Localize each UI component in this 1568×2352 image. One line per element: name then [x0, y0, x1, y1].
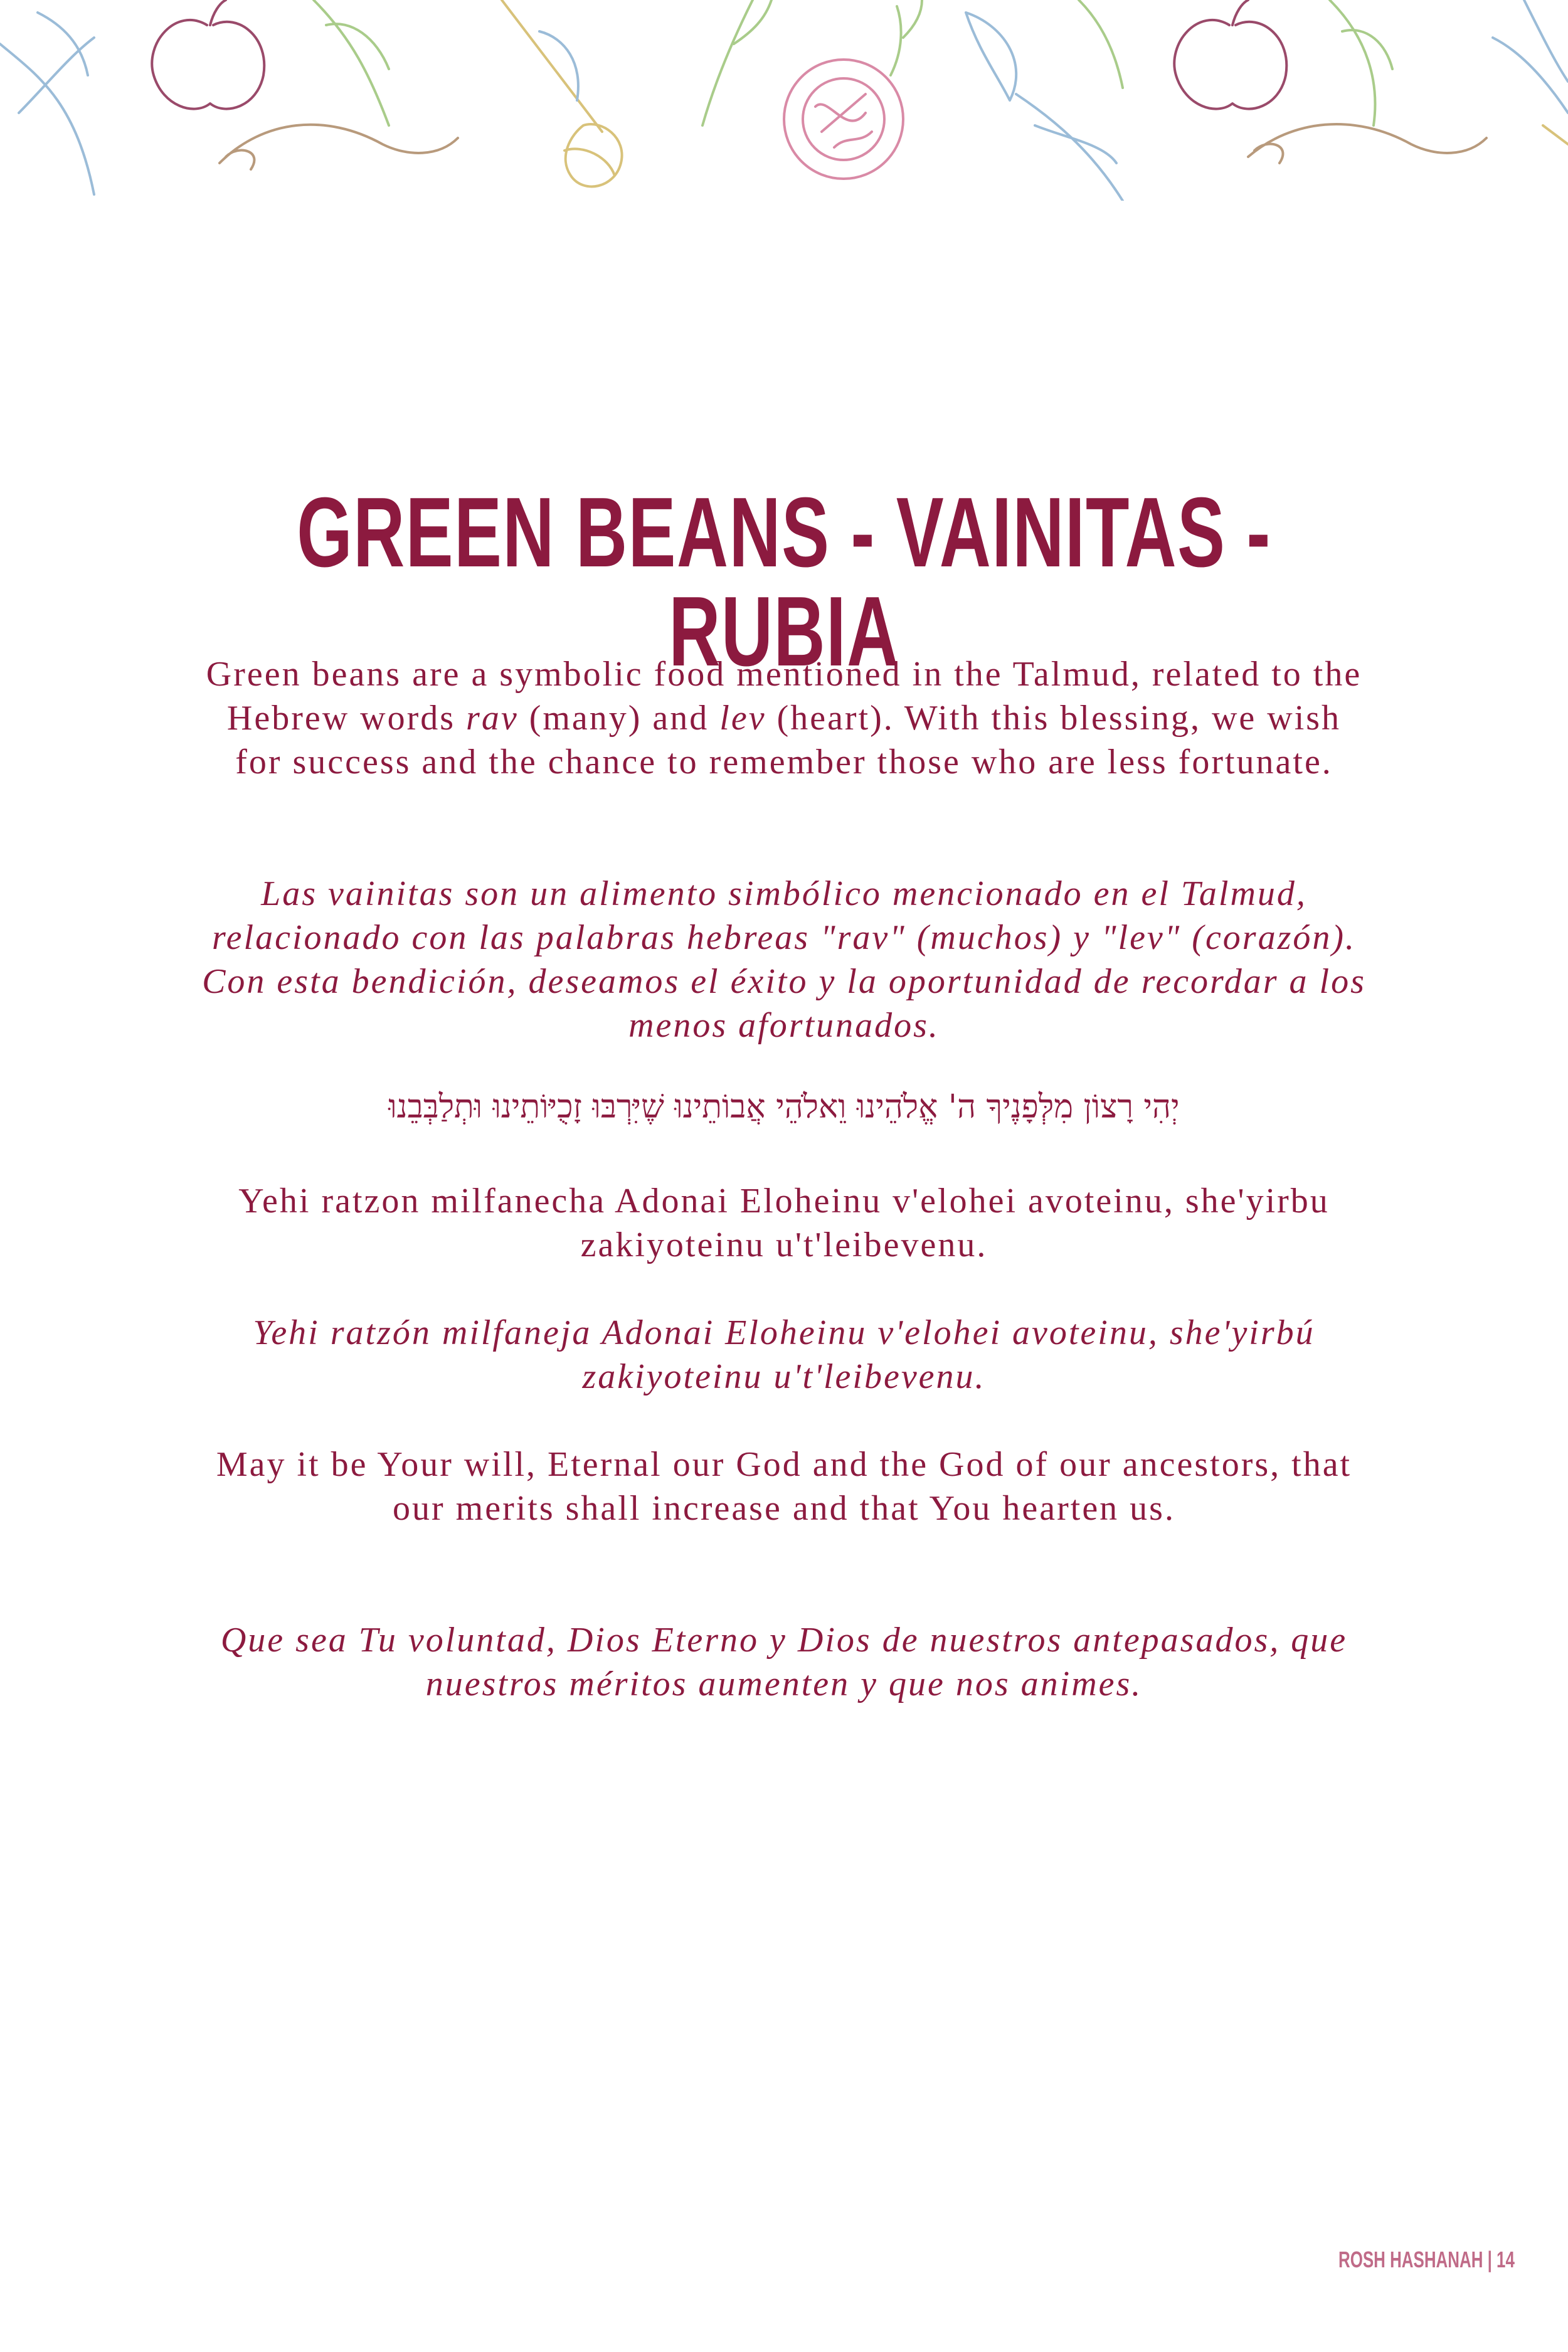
page-footer: ROSH HASHANAH | 14	[1338, 2247, 1515, 2272]
apple-icon	[152, 0, 264, 109]
hebrew-blessing: יְהִי רָצוֹן מִלְּפָנֶיךָ ה' אֱלֹהֵינוּ וֵאלֹהֵי אֲבוֹתֵינוּ שֶׁיִּרְבּוּ זָכֻיּוֹתֵינוּ וּתְלַבְּבֵנוּ	[388, 1088, 1180, 1126]
leaf-icon	[0, 38, 94, 194]
pomegranate-icon	[784, 0, 922, 179]
transliteration-spanish: Yehi ratzón milfaneja Adonai Eloheinu v'elohei avoteinu, she'yirbú zakiyoteinu u't'leibevenu.	[253, 1313, 1315, 1396]
leaf-icon	[1079, 0, 1123, 88]
word-lev: lev	[719, 699, 766, 738]
apple-icon	[1174, 0, 1286, 109]
english-intro-paragraph: Green beans are a symbolic food mentioned in the Talmud, related to the Hebrew words rav (many) and lev (heart). With this blessing, we wish for success and the chance to remember those who are less fortunate.	[206, 655, 1362, 781]
transliteration-english: Yehi ratzon milfanecha Adonai Eloheinu v'elohei avoteinu, she'yirbu zakiyoteinu u't'leibevenu.	[238, 1182, 1330, 1264]
leaf-icon	[702, 0, 771, 125]
word-rav: rav	[466, 699, 519, 738]
leaf-icon	[1016, 94, 1123, 201]
honey-dipper-icon	[502, 0, 622, 186]
page-title: GREEN BEANS - VAINITAS - RUBIA	[297, 477, 1271, 687]
translation-english: May it be Your will, Eternal our God and the God of our ancestors, that our merits shall increase and that You hearten us.	[216, 1445, 1352, 1528]
leaf-icon	[314, 0, 389, 125]
leaf-icon	[1543, 125, 1568, 144]
leaf-icon	[1330, 0, 1392, 125]
leaf-icon	[966, 13, 1016, 100]
shofar-icon	[1248, 124, 1486, 163]
spanish-intro-paragraph: Las vainitas son un alimento simbólico mencionado en el Talmud, relacionado con las palabras hebreas "rav" (muchos) y "lev" (corazón). Con esta bendición, deseamos el éxito y la oportunidad de recordar a los menos afortunados.	[202, 874, 1366, 1045]
shofar-icon	[220, 125, 458, 169]
leaf-icon	[1493, 0, 1568, 113]
translation-spanish: Que sea Tu voluntad, Dios Eterno y Dios de nuestros antepasados, que nuestros méritos aumenten y que nos animes.	[220, 1621, 1348, 1703]
decorative-food-border	[0, 0, 1568, 201]
leaf-icon	[539, 31, 578, 100]
